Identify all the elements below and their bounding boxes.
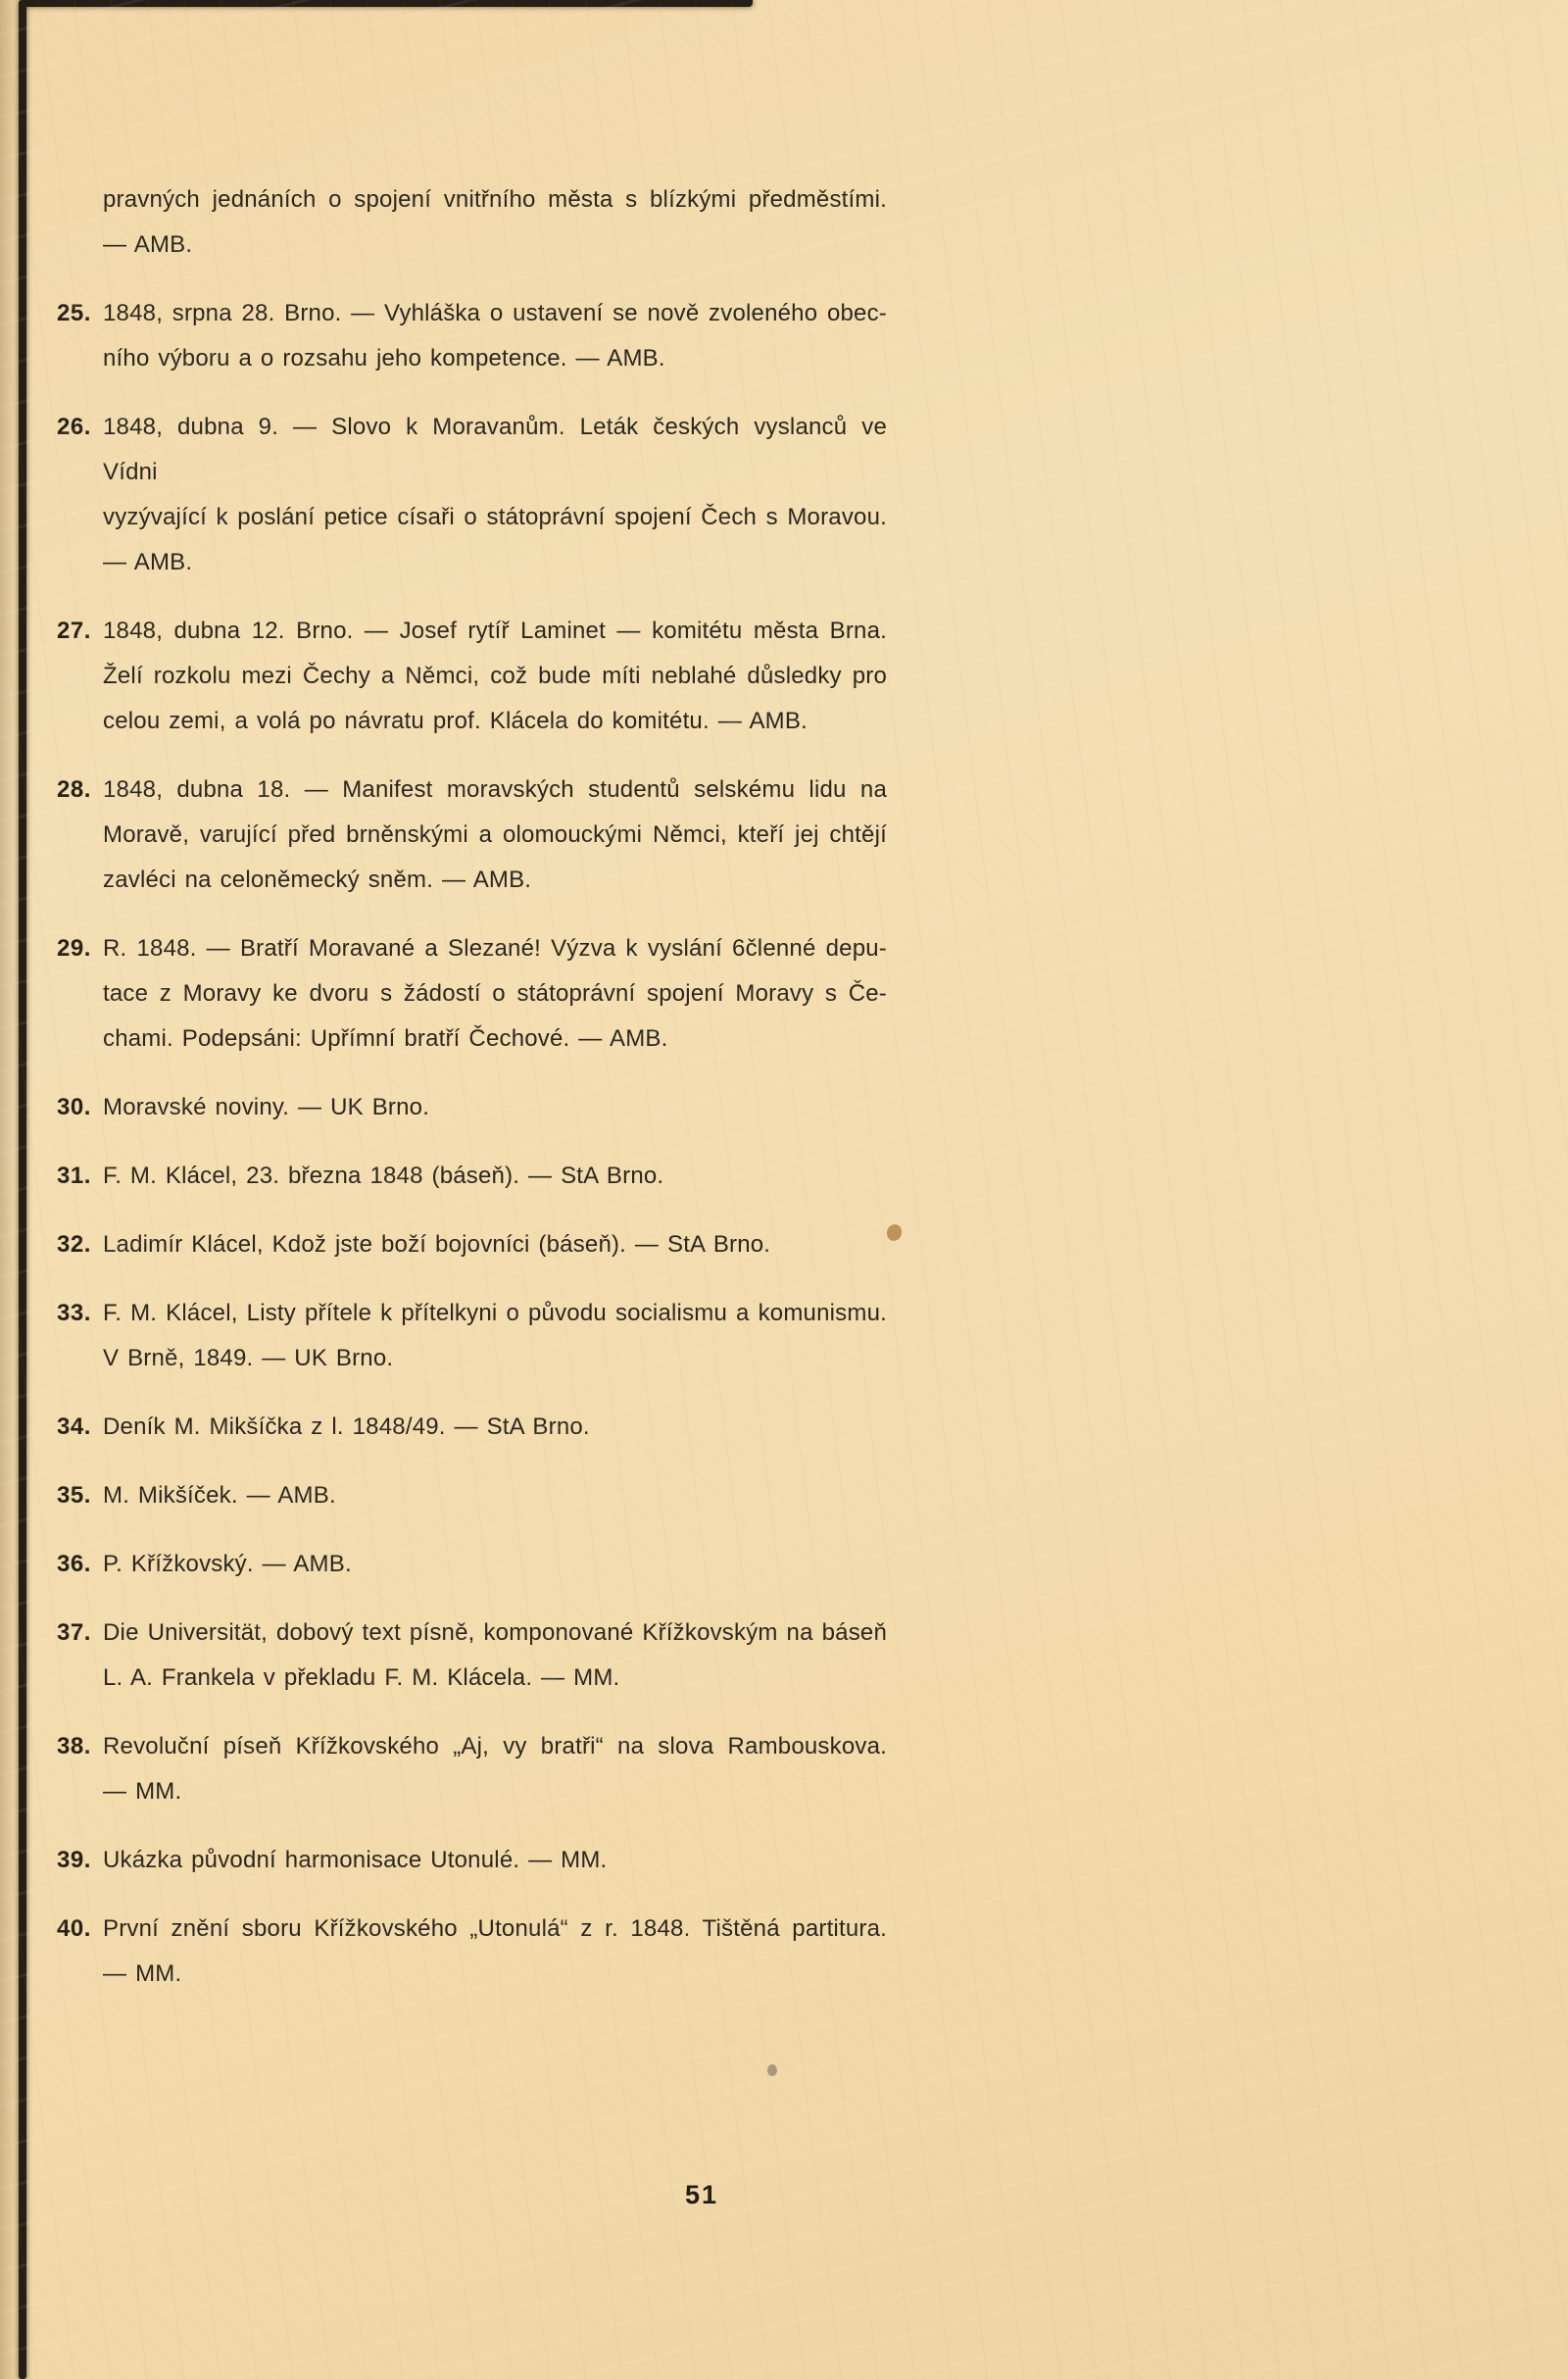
catalog-entry-31 xyxy=(57,1154,887,1199)
catalog-entry-35 xyxy=(57,1473,887,1518)
entry-text-line: M. Mikšíček. — AMB. xyxy=(103,1482,336,1509)
catalog-entry-36 xyxy=(57,1542,887,1587)
entry-text-line: Revoluční píseň Křížkovského „Aj, vy bratři“ na slova Rambouskova. xyxy=(103,1733,887,1759)
paper-speck xyxy=(767,2064,777,2076)
entry-text-line: V Brně, 1849. — UK Brno. xyxy=(103,1345,394,1371)
entry-number: 33. xyxy=(57,1300,91,1326)
catalog-entry-38 xyxy=(57,1724,887,1814)
entry-number: 40. xyxy=(57,1915,91,1942)
catalog-entry-27 xyxy=(57,609,887,744)
entry-number: 35. xyxy=(57,1482,91,1509)
entry-number: 25. xyxy=(57,300,91,326)
entry-text-line: Moravě, varující před brněnskými a olomouckými Němci, kteří jej chtějí xyxy=(103,821,887,848)
entry-number: 26. xyxy=(57,414,91,440)
page-number: 51 xyxy=(685,2180,719,2209)
catalog-entry-29 xyxy=(57,926,887,1062)
entry-text-line: L. A. Frankela v překladu F. M. Klácela. — MM. xyxy=(103,1664,620,1691)
entry-source-line: — MM. xyxy=(103,1960,182,1987)
catalog-entry-28 xyxy=(57,768,887,903)
entry-text-line: zavléci na celoněmecký sněm. — AMB. xyxy=(103,867,532,893)
entry-number: 34. xyxy=(57,1413,91,1440)
entry-text-line: celou zemi, a volá po návratu prof. Klácela do komitétu. — AMB. xyxy=(103,708,808,734)
catalog-entry-continuation xyxy=(103,177,887,268)
entry-text-line: Deník M. Mikšíčka z l. 1848/49. — StA Brno. xyxy=(103,1413,590,1440)
entry-source-line: — MM. xyxy=(103,1778,182,1805)
entry-number: 27. xyxy=(57,618,91,644)
paper-speck xyxy=(885,1222,905,1243)
catalog-entry-26 xyxy=(57,405,887,585)
entry-text-line: chami. Podepsáni: Upřímní bratří Čechové. — AMB. xyxy=(103,1025,668,1052)
catalog-entry-32 xyxy=(57,1222,887,1267)
entry-number: 37. xyxy=(57,1619,91,1646)
catalog-entry-39 xyxy=(57,1838,887,1883)
entry-source-line: — AMB. xyxy=(103,231,193,258)
entry-text-line: F. M. Klácel, 23. března 1848 (báseň). — StA Brno. xyxy=(103,1163,664,1189)
page-edge-left xyxy=(19,0,26,2379)
entry-text-line: Ladimír Klácel, Kdož jste boží bojovníci (báseň). — StA Brno. xyxy=(103,1231,771,1258)
entry-text-line: Moravské noviny. — UK Brno. xyxy=(103,1094,430,1120)
entry-text-line: 1848, dubna 9. — Slovo k Moravanům. Leták českých vyslanců ve Vídni xyxy=(103,414,887,485)
entry-text-line: První znění sboru Křížkovského „Utonulá“ z r. 1848. Tištěná partitura. xyxy=(103,1915,887,1942)
entry-number: 39. xyxy=(57,1847,91,1873)
entry-text-line: 1848, dubna 12. Brno. — Josef rytíř Laminet — komitétu města Brna. xyxy=(103,618,887,644)
entry-text-line: ního výboru a o rozsahu jeho kompetence. — AMB. xyxy=(103,345,665,372)
entry-source-line: — AMB. xyxy=(103,549,193,575)
entry-text-line: F. M. Klácel, Listy přítele k přítelkyni o původu socialismu a komunismu. xyxy=(103,1300,887,1326)
page-edge-top xyxy=(24,0,753,7)
entry-text-line: Die Universität, dobový text písně, komponované Křížkovským na báseň xyxy=(103,1619,887,1646)
catalog-entry-40 xyxy=(57,1907,887,1997)
entry-text-line: tace z Moravy ke dvoru s žádostí o státoprávní spojení Moravy s Če- xyxy=(103,980,887,1007)
entry-text-line: P. Křížkovský. — AMB. xyxy=(103,1551,352,1577)
entry-text-line: 1848, dubna 18. — Manifest moravských studentů selskému lidu na xyxy=(103,776,887,803)
entry-number: 31. xyxy=(57,1163,91,1189)
entry-text-line: Želí rozkolu mezi Čechy a Němci, což bude míti neblahé důsledky pro xyxy=(103,663,887,689)
entry-text-line: pravných jednáních o spojení vnitřního města s blízkými předměstími. xyxy=(103,186,887,213)
catalog-entry-34 xyxy=(57,1405,887,1450)
entry-number: 29. xyxy=(57,935,91,962)
catalog-entry-30 xyxy=(57,1085,887,1130)
entry-text-line: vyzývající k poslání petice císaři o státoprávní spojení Čech s Moravou. xyxy=(103,504,887,530)
catalog-entry-33 xyxy=(57,1291,887,1381)
catalog-entry-25 xyxy=(57,291,887,381)
entry-text-line: Ukázka původní harmonisace Utonulé. — MM. xyxy=(103,1847,608,1873)
entry-text-line: R. 1848. — Bratří Moravané a Slezané! Výzva k vyslání 6členné depu- xyxy=(103,935,887,962)
catalog-entry-37 xyxy=(57,1611,887,1701)
entry-number: 36. xyxy=(57,1551,91,1577)
entry-number: 28. xyxy=(57,776,91,803)
entry-text-line: 1848, srpna 28. Brno. — Vyhláška o ustavení se nově zvoleného obec- xyxy=(103,300,887,326)
entry-number: 30. xyxy=(57,1094,91,1120)
entry-number: 32. xyxy=(57,1231,91,1258)
catalog-list xyxy=(57,177,887,2020)
entry-number: 38. xyxy=(57,1733,91,1759)
